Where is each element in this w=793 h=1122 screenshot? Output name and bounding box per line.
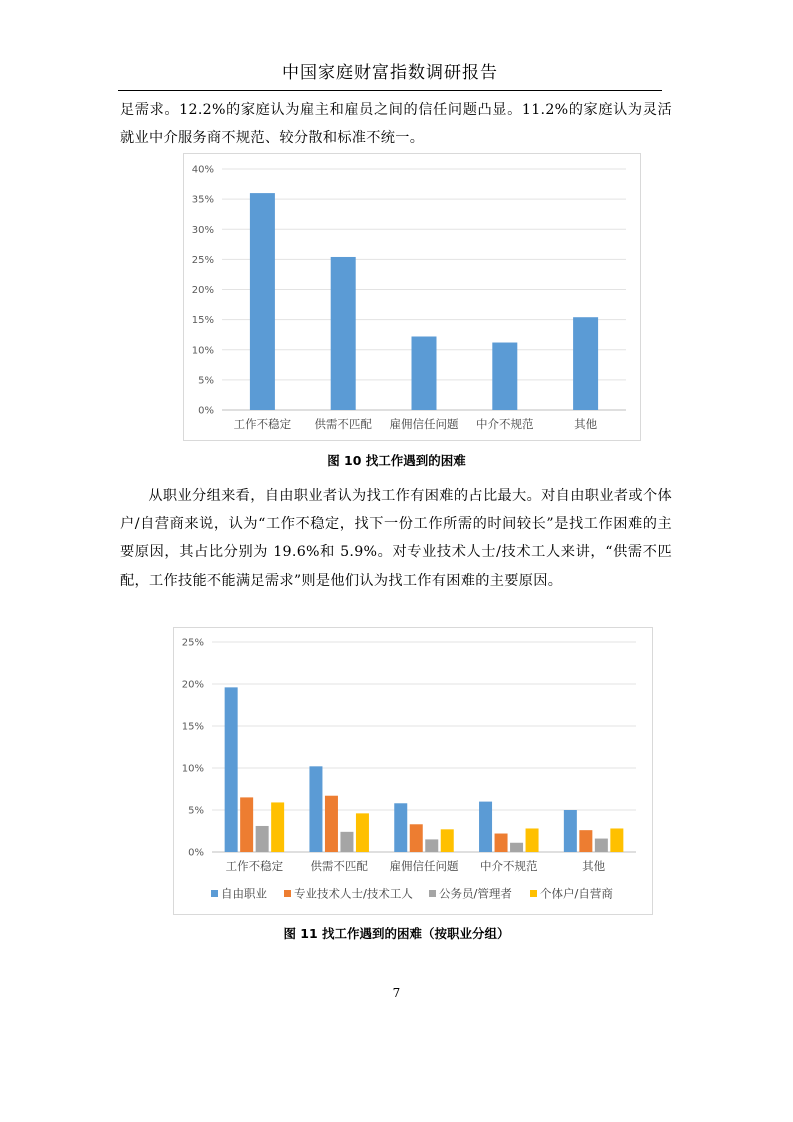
bar: [526, 828, 539, 852]
x-tick-label: 中介不规范: [476, 417, 534, 431]
y-tick-label: 10%: [181, 763, 204, 775]
bar: [410, 824, 423, 852]
x-tick-label: 工作不稳定: [225, 859, 284, 873]
x-tick-label: 雇佣信任问题: [389, 417, 459, 431]
figure-11-svg: [174, 628, 652, 914]
legend-swatch: [429, 890, 436, 897]
x-tick-label: 供需不匹配: [310, 859, 368, 873]
bar: [564, 810, 577, 852]
x-tick-label: 中介不规范: [480, 859, 538, 873]
figure-10-caption: 图 10 找工作遇到的困难: [327, 453, 466, 468]
legend-swatch: [530, 890, 537, 897]
bar: [425, 839, 438, 852]
x-tick-label: 供需不匹配: [314, 417, 372, 431]
y-tick-label: 0%: [198, 405, 214, 417]
legend-label: 自由职业: [221, 886, 267, 901]
bar: [441, 829, 454, 852]
bar: [256, 826, 269, 852]
bar: [356, 813, 369, 852]
figure-10-chart: [183, 153, 641, 441]
x-tick-label: 工作不稳定: [233, 417, 292, 431]
figure-11-chart: [173, 627, 653, 915]
x-tick-label: 其他: [582, 859, 606, 873]
bar: [595, 839, 608, 852]
y-tick-label: 20%: [181, 679, 204, 691]
header-divider: [118, 90, 662, 91]
bar: [240, 797, 253, 852]
page-header-title: 中国家庭财富指数调研报告: [282, 63, 498, 83]
legend-swatch: [284, 890, 291, 897]
paragraph-1: 足需求。12.2%的家庭认为雇主和雇员之间的信任问题凸显。11.2%的家庭认为灵活就业中介服务商不规范、较分散和标准不统一。: [120, 102, 672, 147]
legend-label: 专业技术人士/技术工人: [294, 886, 413, 901]
legend-swatch: [211, 890, 218, 897]
legend-label: 个体户/自营商: [540, 886, 613, 901]
y-tick-label: 5%: [188, 805, 204, 817]
bar: [510, 843, 523, 852]
bar: [573, 317, 598, 410]
bar: [610, 828, 623, 852]
bar: [579, 830, 592, 852]
page-number: 7: [392, 986, 401, 1000]
bar: [250, 193, 275, 410]
y-tick-label: 15%: [191, 315, 214, 327]
y-tick-label: 25%: [191, 254, 214, 266]
bar: [479, 802, 492, 852]
figure-11-caption: 图 11 找工作遇到的困难（按职业分组）: [283, 926, 510, 941]
y-tick-label: 0%: [188, 847, 204, 859]
y-tick-label: 5%: [198, 375, 214, 387]
y-tick-label: 25%: [181, 637, 204, 649]
bar: [271, 802, 284, 852]
paragraph-2: 从职业分组来看，自由职业者认为找工作有困难的占比最大。对自由职业者或个体户/自营商来说，认为“工作不稳定，找下一份工作所需的时间较长”是找工作困难的主要原因，其占比分别为 19.6%和 5.9%。对专业技术人士/技术工人来讲，“供需不匹配，工作技能不能满足需求”则是他们认为找工作有困难的主要原因。: [120, 488, 672, 589]
figure-10-svg: [184, 154, 640, 440]
bar: [340, 832, 353, 852]
x-tick-label: 雇佣信任问题: [389, 859, 459, 873]
y-tick-label: 10%: [191, 345, 214, 357]
bar: [412, 336, 437, 410]
bar: [325, 796, 338, 852]
bar: [309, 766, 322, 852]
bar: [394, 803, 407, 852]
y-tick-label: 40%: [191, 164, 214, 176]
bar: [492, 343, 517, 410]
y-tick-label: 20%: [191, 285, 214, 296]
y-tick-label: 30%: [191, 224, 214, 236]
legend-label: 公务员/管理者: [439, 886, 512, 901]
y-tick-label: 15%: [181, 721, 204, 733]
y-tick-label: 35%: [191, 194, 214, 206]
bar: [495, 834, 508, 852]
bar: [225, 687, 238, 852]
x-tick-label: 其他: [574, 417, 598, 431]
bar: [331, 257, 356, 410]
